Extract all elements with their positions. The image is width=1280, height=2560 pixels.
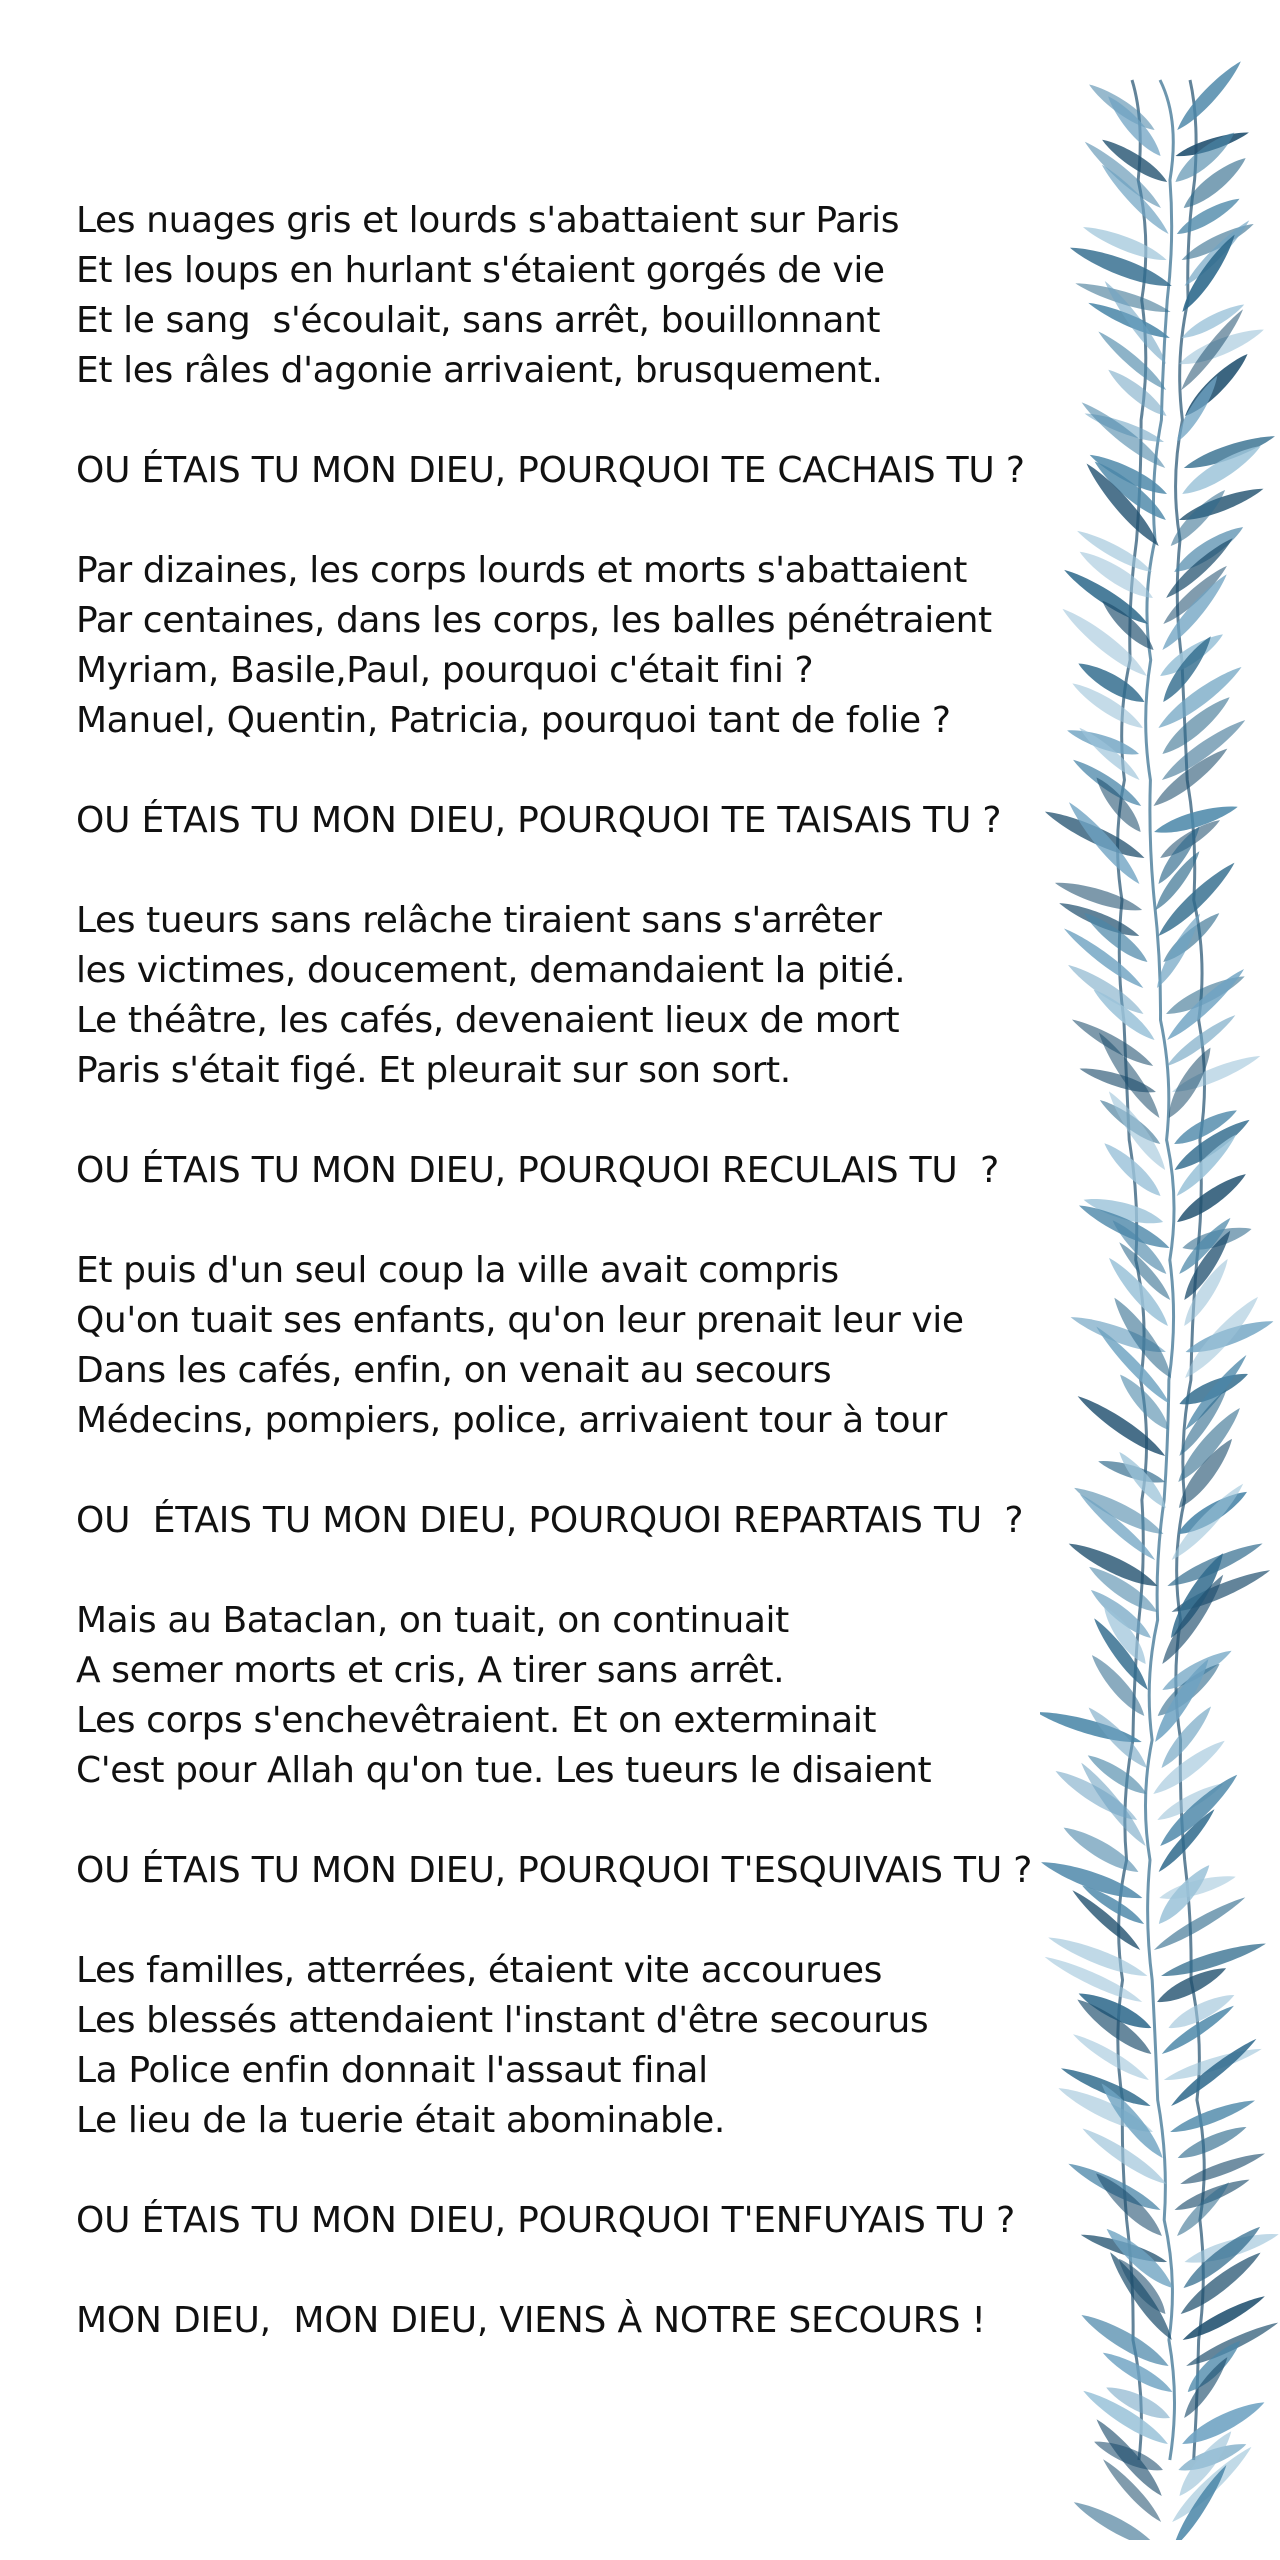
- stanza: [76, 546, 1136, 746]
- stanza: [76, 1596, 1136, 1796]
- stanza: [76, 1246, 1136, 1446]
- poem-line: Mais au Bataclan, on tuait, on continuait: [76, 1600, 789, 1641]
- poem-line: OU ÉTAIS TU MON DIEU, POURQUOI T'ENFUYAIS TU ?: [76, 2200, 1016, 2241]
- poem-line: Qu'on tuait ses enfants, qu'on leur prenait leur vie: [76, 1300, 964, 1341]
- poem-line: Myriam, Basile,Paul, pourquoi c'était fini ?: [76, 650, 814, 691]
- poem-line: Le lieu de la tuerie était abominable.: [76, 2100, 725, 2141]
- poem-line: Et puis d'un seul coup la ville avait compris: [76, 1250, 839, 1291]
- refrain-line: [76, 796, 1136, 846]
- refrain-line: [76, 2196, 1136, 2246]
- stanza: [76, 1946, 1136, 2146]
- poem-text: [76, 196, 1136, 2396]
- poem-line: C'est pour Allah qu'on tue. Les tueurs le disaient: [76, 1750, 932, 1791]
- poem-line: OU ÉTAIS TU MON DIEU, POURQUOI TE TAISAIS TU ?: [76, 800, 1002, 841]
- poem-line: OU ÉTAIS TU MON DIEU, POURQUOI T'ESQUIVAIS TU ?: [76, 1850, 1033, 1891]
- leaf-shape: [1173, 1168, 1250, 1228]
- refrain-line: [76, 1496, 1136, 1546]
- poem-line: Le théâtre, les cafés, devenaient lieux de mort: [76, 1000, 900, 1041]
- poem-line: La Police enfin donnait l'assaut final: [76, 2050, 708, 2091]
- leaf-shape: [1098, 161, 1173, 238]
- leaf-shape: [1069, 1014, 1157, 1072]
- leaf-shape: [1182, 2335, 1246, 2397]
- poem-line: Manuel, Quentin, Patricia, pourquoi tant de folie ?: [76, 700, 951, 741]
- poem-line: Et les loups en hurlant s'étaient gorgés de vie: [76, 250, 885, 291]
- refrain-line: [76, 1146, 1136, 1196]
- leaf-shape: [1063, 797, 1145, 888]
- poem-line: Les familles, atterrées, étaient vite accourues: [76, 1950, 883, 1991]
- poem-line: Les nuages gris et lourds s'abattaient sur Paris: [76, 200, 900, 241]
- leaf-shape: [1100, 277, 1171, 367]
- poem-line: Les corps s'enchevêtraient. Et on exterminait: [76, 1700, 877, 1741]
- poem-line: Paris s'était figé. Et pleurait sur son sort.: [76, 1050, 791, 1091]
- leaf-shape: [1151, 1892, 1248, 1954]
- poem-line: OU ÉTAIS TU MON DIEU, POURQUOI TE CACHAIS TU ?: [76, 450, 1025, 491]
- poem-line: Médecins, pompiers, police, arrivaient tour à tour: [76, 1400, 947, 1441]
- refrain-line: [76, 2296, 1136, 2346]
- leaf-shape: [1074, 1390, 1170, 1462]
- leaf-shape: [1172, 60, 1245, 135]
- poem-line: Dans les cafés, enfin, on venait au secours: [76, 1350, 832, 1391]
- stanza: [76, 896, 1136, 1096]
- leaf-shape: [1080, 907, 1152, 968]
- poem-line: MON DIEU, MON DIEU, VIENS À NOTRE SECOURS !: [76, 2300, 986, 2341]
- poem-line: OU ÉTAIS TU MON DIEU, POURQUOI REPARTAIS TU ?: [76, 1500, 1024, 1541]
- leaf-shape: [1053, 876, 1144, 917]
- leaf-branch-icon: [1040, 60, 1280, 2540]
- poem-line: OU ÉTAIS TU MON DIEU, POURQUOI RECULAIS TU ?: [76, 1150, 999, 1191]
- poem-line: A semer morts et cris, A tirer sans arrêt.: [76, 1650, 785, 1691]
- poem-line: Et le sang s'écoulait, sans arrêt, bouillonnant: [76, 300, 881, 341]
- poem-line: les victimes, doucement, demandaient la pitié.: [76, 950, 906, 991]
- leaf-shape: [1103, 1087, 1172, 1174]
- leaf-shape: [1070, 755, 1145, 811]
- poem-line: Les blessés attendaient l'instant d'être secourus: [76, 2000, 929, 2041]
- poem-line: Et les râles d'agonie arrivaient, brusquement.: [76, 350, 883, 391]
- poem-line: Par centaines, dans les corps, les balles pénétraient: [76, 600, 992, 641]
- refrain-line: [76, 446, 1136, 496]
- poem-line: Les tueurs sans relâche tiraient sans s'arrêter: [76, 900, 882, 941]
- poem-line: Par dizaines, les corps lourds et morts s'abattaient: [76, 550, 968, 591]
- leaf-shape: [1064, 959, 1147, 1019]
- refrain-line: [76, 1846, 1136, 1896]
- stanza: [76, 196, 1136, 396]
- leaf-shape: [1157, 570, 1232, 655]
